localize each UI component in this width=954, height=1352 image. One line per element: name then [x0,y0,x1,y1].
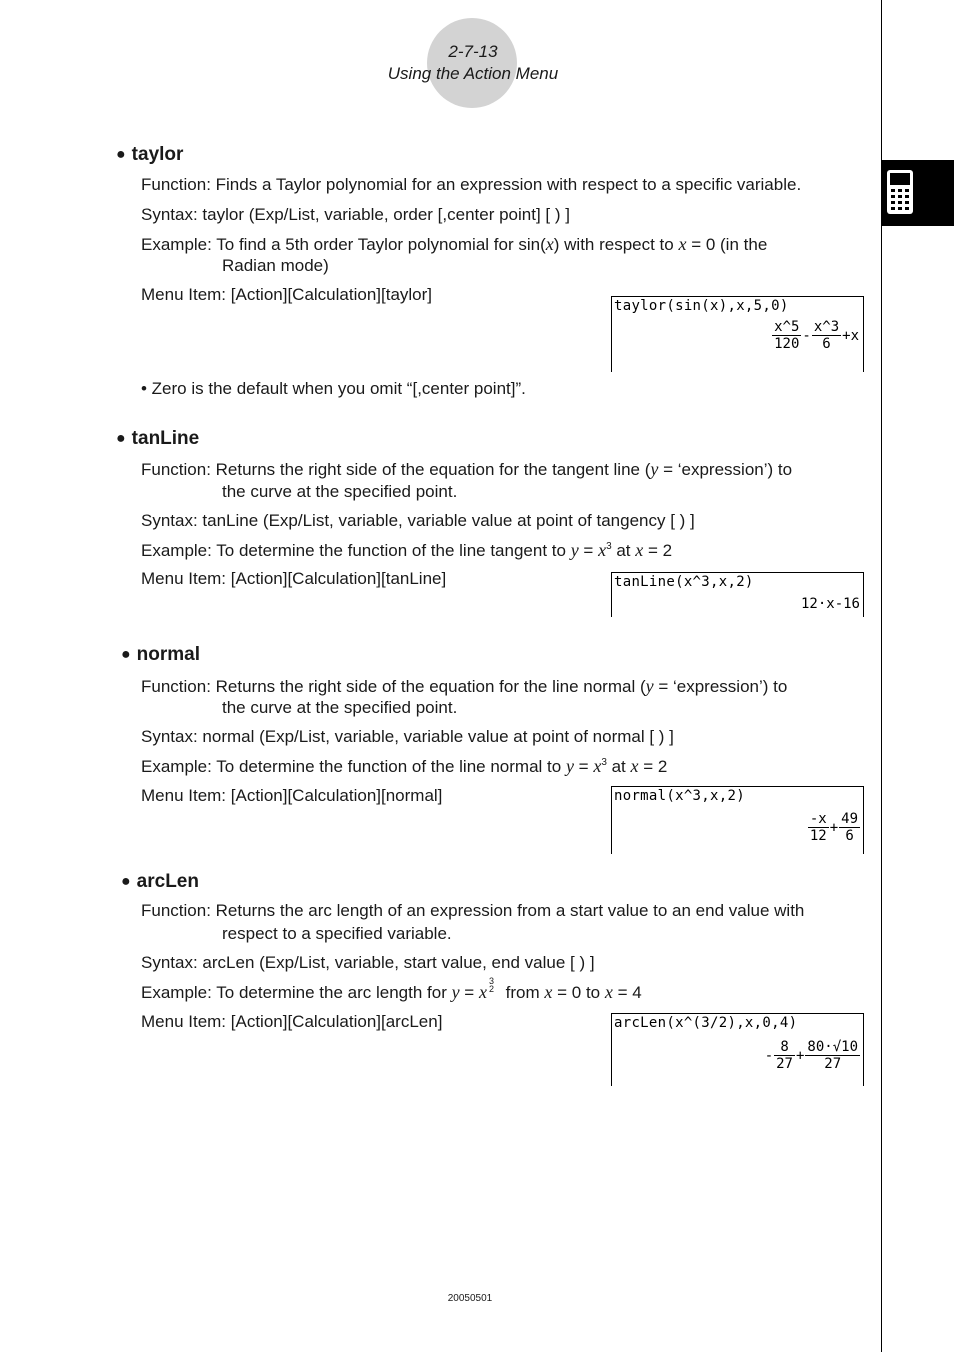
arclen-menu-item: Menu Item: [Action][Calculation][arcLen] [141,1012,443,1031]
calculator-icon [886,169,914,215]
footer-code: 20050501 [447,1293,493,1304]
normal-example: Example: To determine the function of the line normal to $y = x^3$ at x = 2 [141,756,668,776]
tanline-syntax: Syntax: tanLine (Exp/List, variable, variable value at point of tangency [ ) ] [141,511,695,530]
screen-command: normal(x^3,x,2) [614,788,745,804]
screen-result: $\frac{-x}{12}$ + $\frac{49}{6}$ [809,811,858,844]
screen-command: taylor(sin(x),x,5,0) [614,298,789,314]
tanline-screen [611,572,864,617]
screen-result: - $\frac{8}{27}$ + $\frac{80\cdot√10}{27}$ [764,1039,858,1072]
taylor-heading: ● taylor [116,144,184,165]
arclen-syntax: Syntax: arcLen (Exp/List, variable, start value, end value [ ) ] [141,953,595,972]
normal-screen [611,786,864,854]
tanline-example: Example: To determine the function of the line tangent to $y = x^3$ at x = 2 [141,540,673,560]
tanline-function-cont: the curve at the specified point. [222,482,458,501]
taylor-example: Example: To find a 5th order Taylor polynomial for sin(x) with respect to x = 0 (in the [141,234,768,254]
page-number-circle [427,18,517,108]
tanline-heading: ● tanLine [116,428,200,449]
arclen-heading: ● arcLen [121,871,199,892]
arclen-screen [611,1013,864,1086]
taylor-screen [611,296,864,372]
taylor-function: Function: Finds a Taylor polynomial for an expression with respect to a specific variable. [141,175,802,194]
section-title: Using the Action Menu [387,64,559,83]
normal-function: Function: Returns the right side of the equation for the line normal (y = ‘expression’) to [141,676,788,696]
page-number: 2-7-13 [448,42,498,61]
arclen-function: Function: Returns the arc length of an expression from a start value to an end value with [141,901,805,920]
fractional-exponent: 3 2 [488,976,494,994]
normal-heading: ● normal [121,644,201,665]
normal-syntax: Syntax: normal (Exp/List, variable, variable value at point of normal [ ) ] [141,727,674,746]
side-tab [882,160,954,226]
taylor-syntax: Syntax: taylor (Exp/List, variable, order [,center point] [ ) ] [141,205,570,224]
screen-result: $\frac{x\^{}5}{120}$ - $\frac{x\^{}3}{6}$ +x [774,319,859,352]
tanline-menu-item: Menu Item: [Action][Calculation][tanLine] [141,569,447,588]
normal-menu-item: Menu Item: [Action][Calculation][normal] [141,786,443,805]
arclen-example: Example: To determine the arc length for y = x 3 2 from x = 0 to x = 4 [141,976,642,1002]
taylor-menu-item: Menu Item: [Action][Calculation][taylor] [141,285,433,304]
screen-command: arcLen(x^(3/2),x,0,4) [614,1015,798,1031]
taylor-note: • Zero is the default when you omit “[,center point]”. [141,379,526,398]
arclen-function-cont: respect to a specified variable. [222,924,452,943]
screen-result: 12·x-16 [800,596,860,612]
tanline-function: Function: Returns the right side of the equation for the tangent line (y = ‘expression’) to [141,459,793,479]
screen-command: tanLine(x^3,x,2) [614,574,754,590]
normal-function-cont: the curve at the specified point. [222,698,458,717]
taylor-example-cont: Radian mode) [222,256,329,275]
